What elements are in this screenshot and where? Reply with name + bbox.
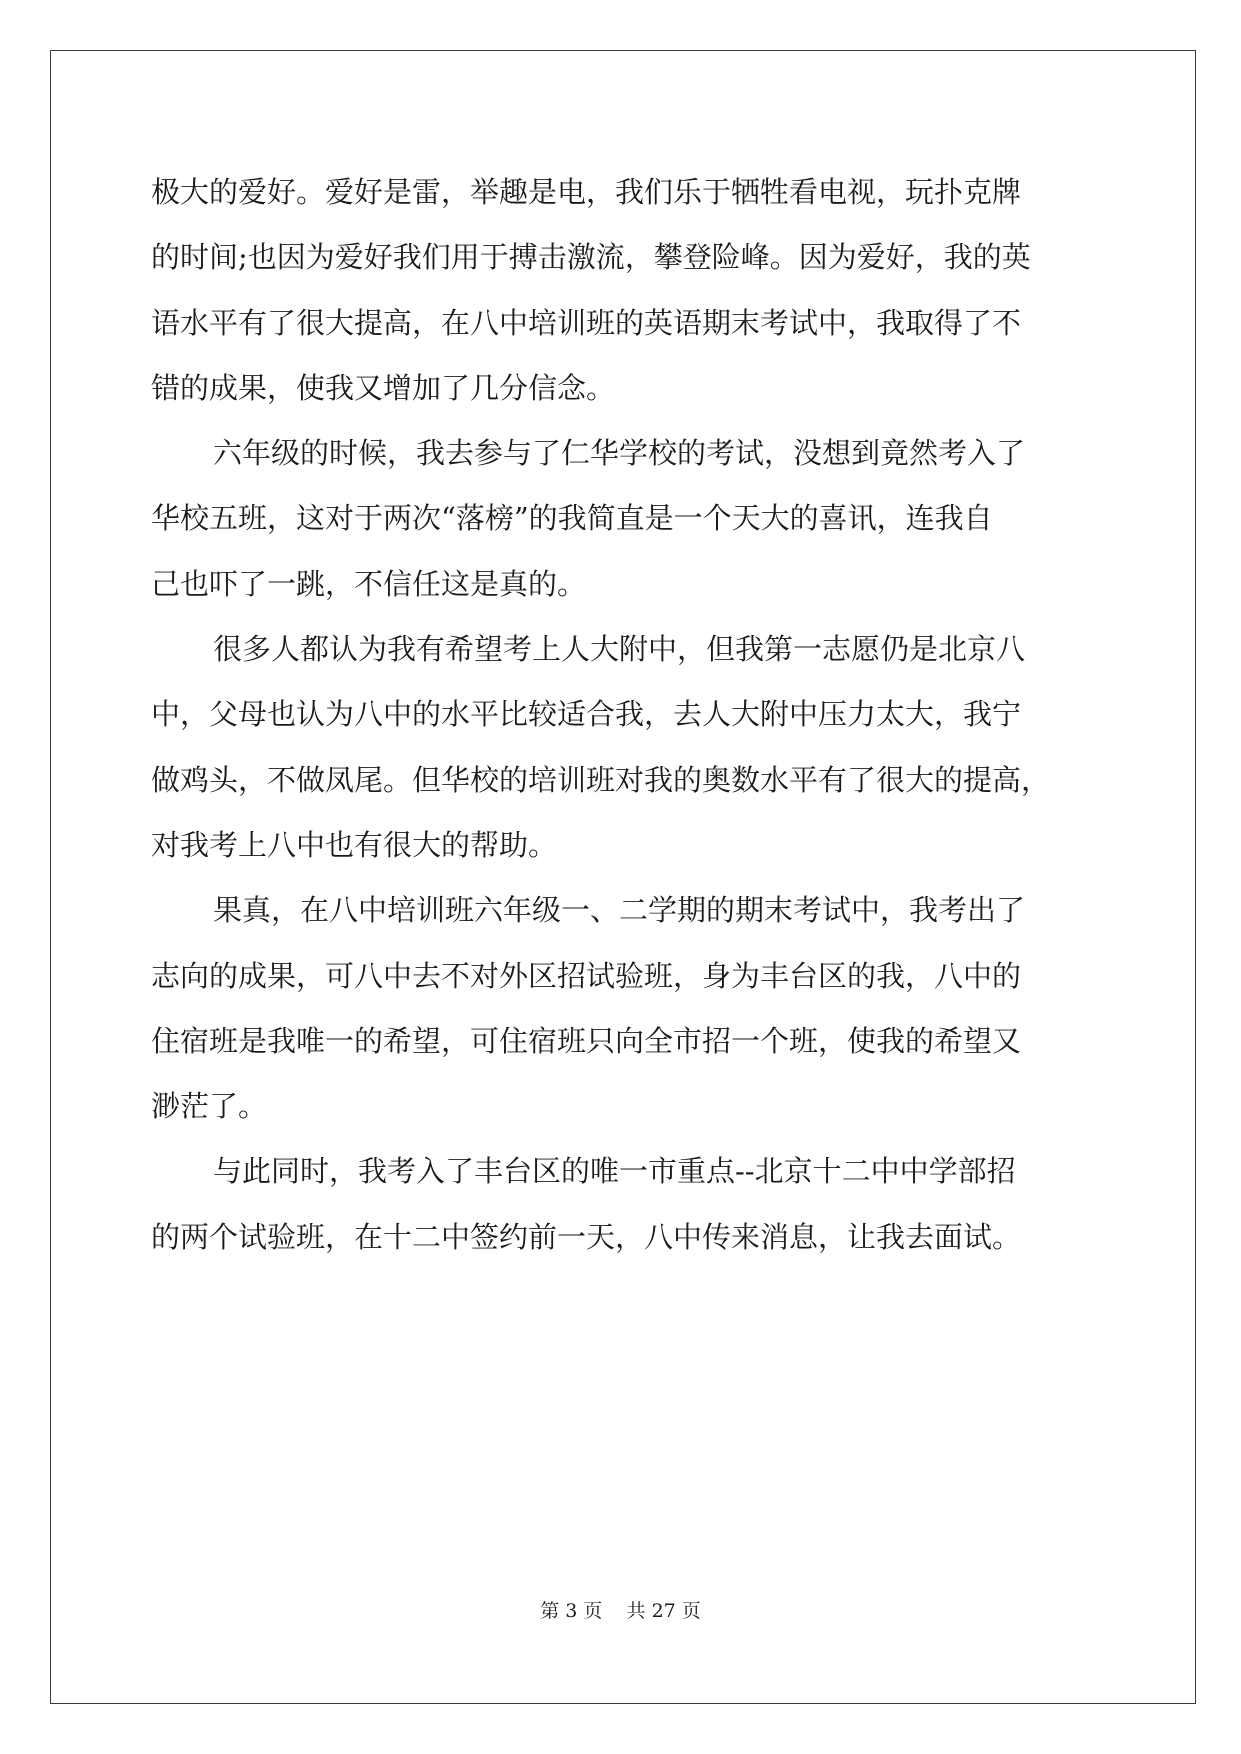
paragraph-first-line: 六年级的时候，我去参与了仁华学校的考试，没想到竟然考入了 (213, 436, 1026, 471)
paragraph-first-line: 与此同时，我考入了丰台区的唯一市重点--北京十二中中学部招 (213, 1154, 1016, 1189)
text-line: 志向的成果，可八中去不对外区招试验班，身为丰台区的我，八中的 (151, 958, 1022, 993)
page-number-footer: 第 3 页 共 27 页 (540, 1600, 701, 1622)
paragraph-first-line: 很多人都认为我有希望考上人大附中，但我第一志愿仍是北京八 (213, 632, 1026, 667)
text-line: 错的成果，使我又增加了几分信念。 (151, 370, 616, 405)
text-line: 华校五班，这对于两次“落榜”的我简直是一个天大的喜讯，连我自 (151, 501, 993, 536)
text-line: 的两个试验班，在十二中签约前一天，八中传来消息，让我去面试。 (151, 1219, 1022, 1254)
text-line: 己也吓了一跳，不信任这是真的。 (151, 566, 587, 601)
text-line: 极大的爱好。爱好是雷，举趣是电，我们乐于牺牲看电视，玩扑克牌 (151, 175, 1022, 209)
text-line: 渺茫了。 (151, 1089, 268, 1124)
text-line: 对我考上八中也有很大的帮助。 (151, 827, 558, 862)
text-line: 语水平有了很大提高，在八中培训班的英语期末考试中，我取得了不 (151, 305, 1022, 340)
paragraph-first-line: 果真，在八中培训班六年级一、二学期的期末考试中，我考出了 (213, 893, 1026, 928)
text-line: 住宿班是我唯一的希望，可住宿班只向全市招一个班，使我的希望又 (151, 1023, 1022, 1058)
document-body (151, 160, 1131, 1270)
text-line: 中，父母也认为八中的水平比较适合我，去人大附中压力太大，我宁 (151, 697, 1022, 732)
text-line: 做鸡头，不做凤尾。但华校的培训班对我的奥数水平有了很大的提高， (151, 762, 1051, 797)
text-line: 的时间;也因为爱好我们用于搏击激流，攀登险峰。因为爱好，我的英 (151, 240, 1031, 275)
